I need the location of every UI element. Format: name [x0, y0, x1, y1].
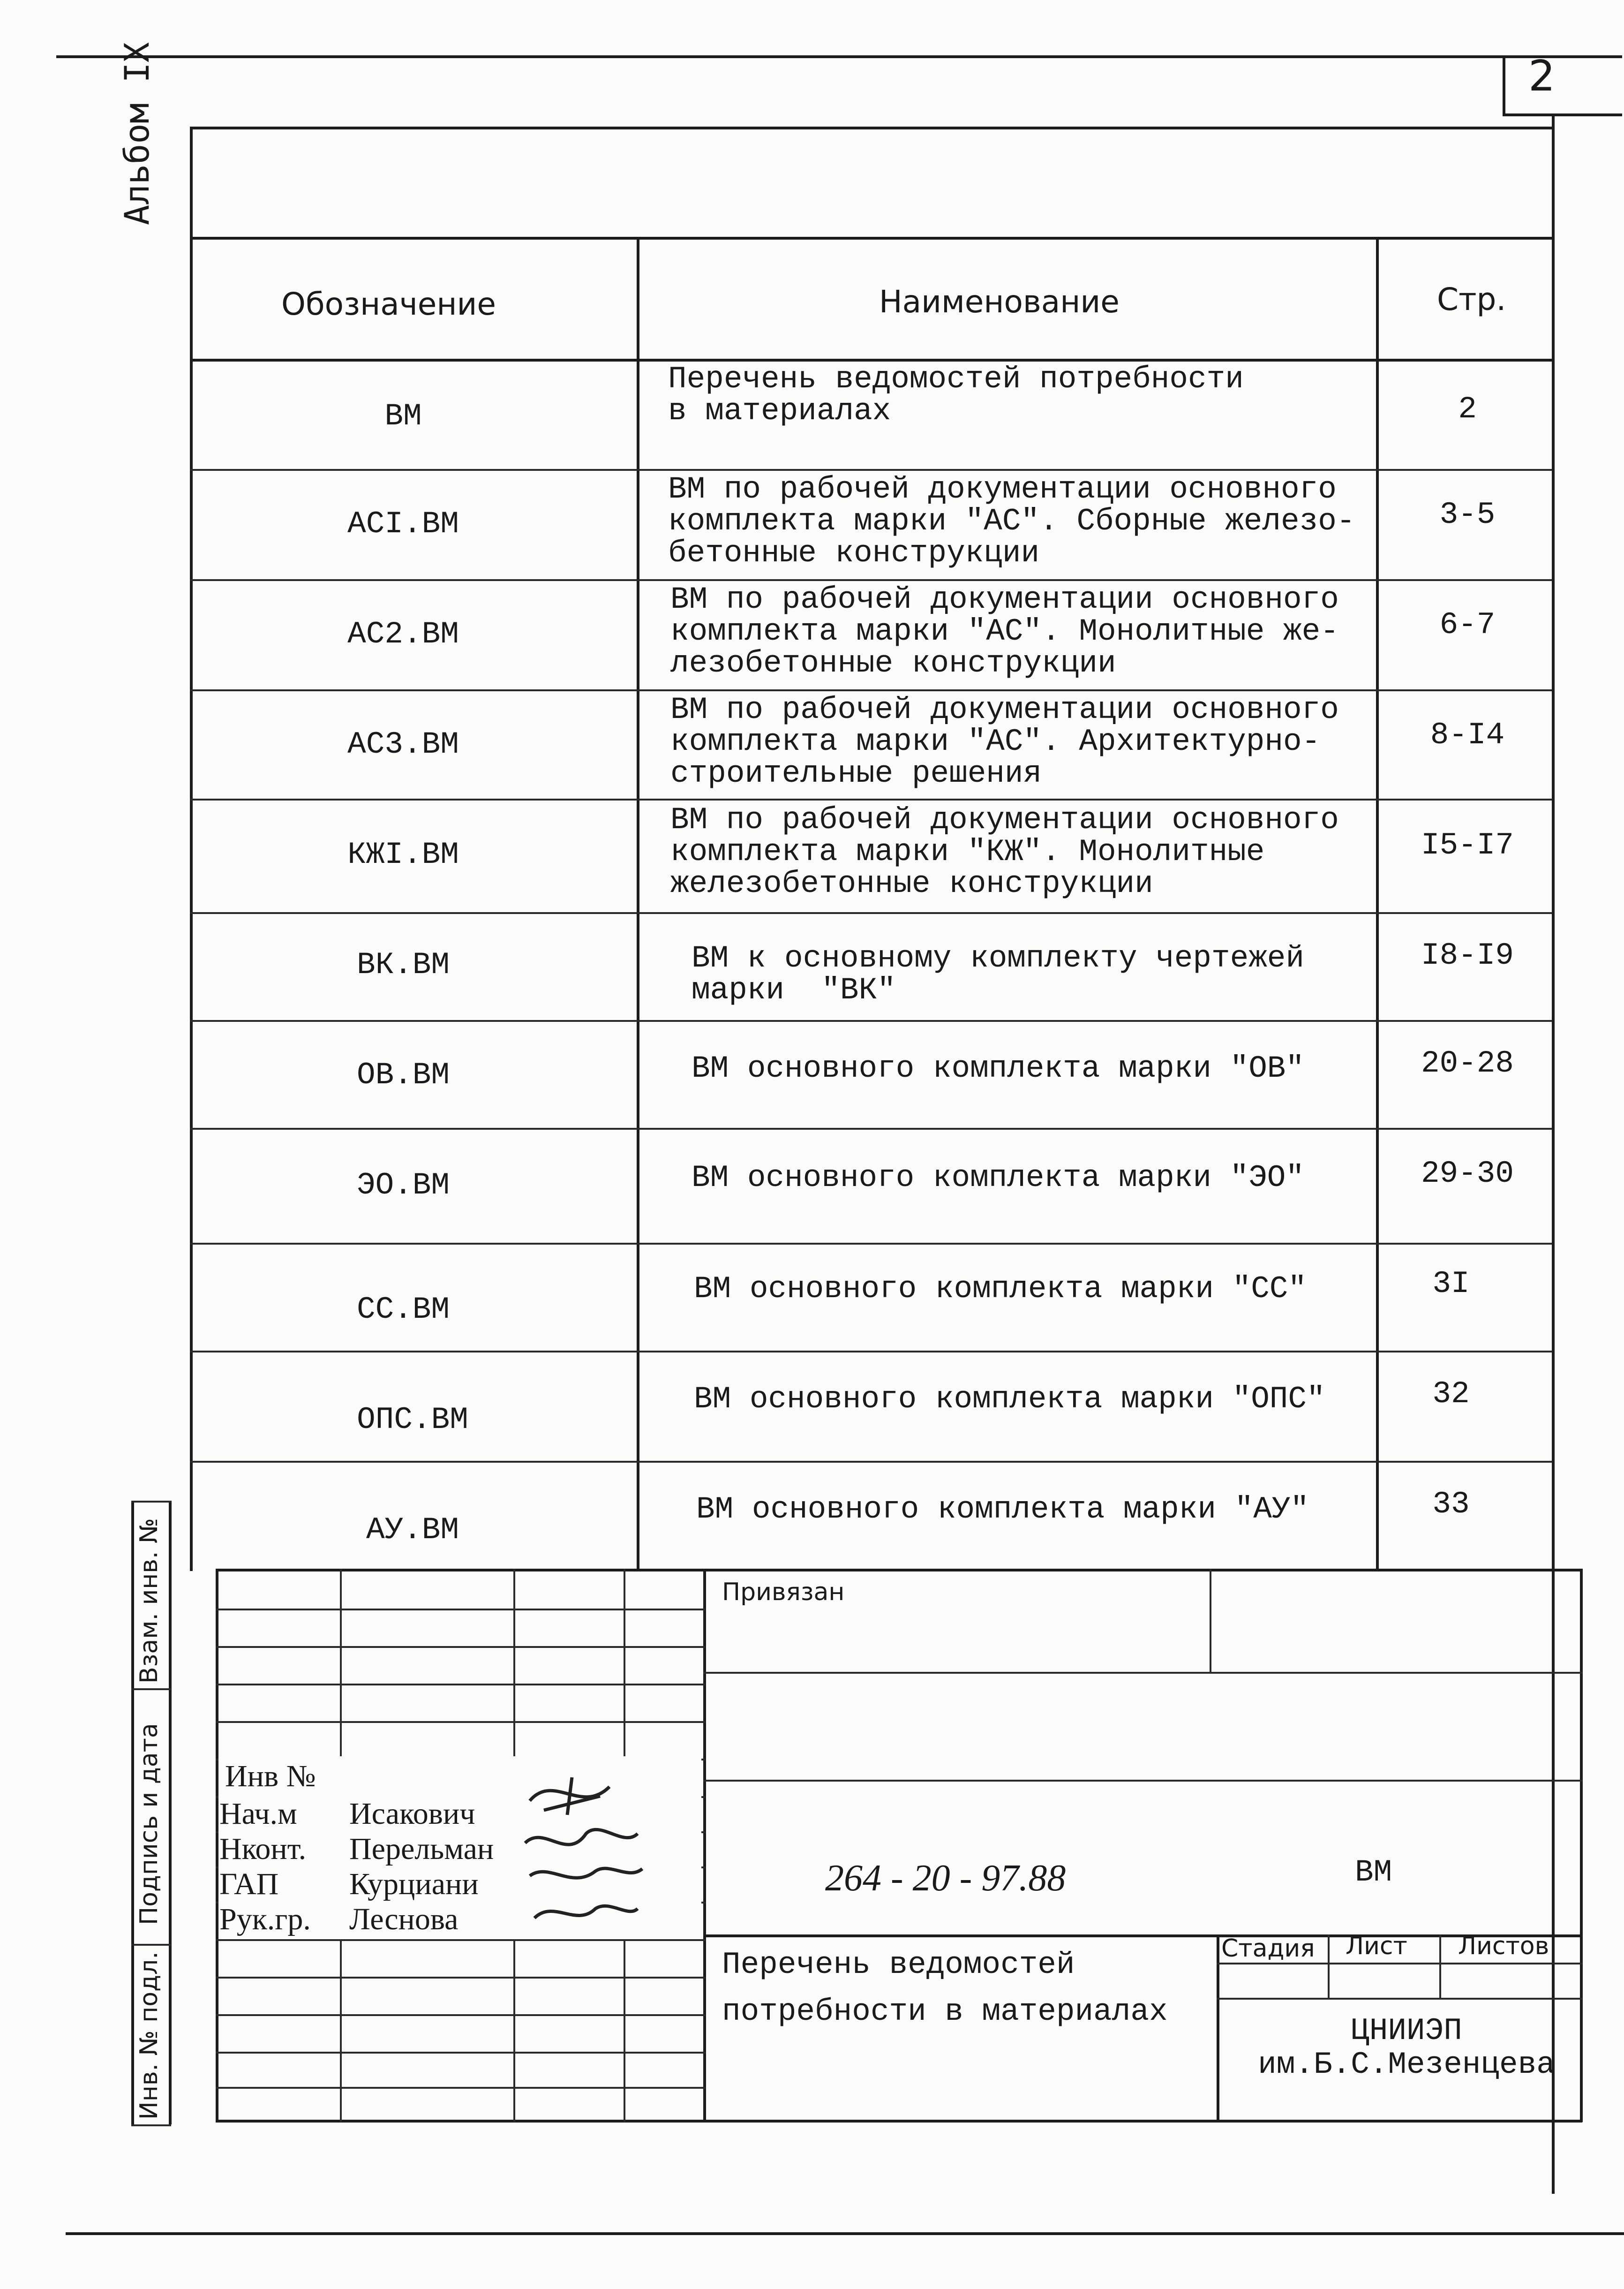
- row-page: 6-7: [1439, 607, 1496, 642]
- grid-row: [216, 1721, 706, 1723]
- side-line: [131, 1688, 171, 1690]
- tb-stage-col: [1328, 1934, 1330, 1998]
- title-block-top: [216, 1569, 1582, 1571]
- row-name: ВМ по рабочей документации основного комплекта марки "КЖ". Монолитные железобетонные конструкции: [670, 802, 1339, 901]
- row-code: АС3.ВМ: [347, 727, 459, 762]
- tb-stage-row: [1217, 1998, 1582, 2000]
- grid-row: [216, 1609, 706, 1610]
- row-sep: [190, 799, 1552, 801]
- title-block-bottom: [216, 2120, 1582, 2123]
- row-name: ВМ основного комплекта марки "АУ": [696, 1492, 1309, 1527]
- row-sep: [190, 579, 1552, 581]
- col-sep-2: [1376, 237, 1379, 1569]
- row-code: СС.ВМ: [356, 1292, 450, 1327]
- side-line: [131, 1501, 171, 1503]
- row-name: Перечень ведомостей потребности в материалах: [668, 362, 1244, 429]
- row-code: АУ.ВМ: [366, 1512, 459, 1548]
- side-label-podpis: Подпись и дата: [135, 1723, 163, 1925]
- sig-name: Исакович: [349, 1797, 475, 1831]
- row-page: 33: [1432, 1487, 1470, 1522]
- grid-col-main: [703, 1569, 706, 2122]
- sig-name: Курциани: [349, 1867, 479, 1901]
- doc-mark: ВМ: [1355, 1855, 1392, 1890]
- row-page: 29-30: [1421, 1156, 1514, 1191]
- grid-row: [216, 1977, 706, 1979]
- side-strip-right: [169, 1501, 172, 2124]
- inv-no-label: Инв №: [225, 1759, 316, 1793]
- row-sep: [190, 912, 1552, 914]
- header-name: Наименование: [879, 284, 1120, 320]
- header-designation: Обозначение: [281, 286, 496, 322]
- row-code: КЖI.ВМ: [347, 837, 459, 872]
- row-page: 20-28: [1421, 1046, 1514, 1081]
- row-page: 8-I4: [1430, 718, 1505, 753]
- grid-row: [216, 2014, 706, 2016]
- stage-label: Стадия: [1221, 1934, 1315, 1963]
- grid-row: [216, 2087, 706, 2089]
- row-page: 3I: [1432, 1266, 1470, 1301]
- grid-row: [216, 1684, 706, 1685]
- row-sep: [190, 1461, 1552, 1463]
- side-label-inv-podl: Инв. № подл.: [135, 1951, 163, 2120]
- row-page: 32: [1432, 1376, 1470, 1412]
- page-num-box-bottom: [1503, 113, 1622, 116]
- row-code: ВК.ВМ: [356, 947, 450, 982]
- sig-role: Нач.м: [219, 1797, 297, 1831]
- sig-role: Рук.гр.: [219, 1902, 311, 1936]
- row-sep: [190, 1351, 1552, 1352]
- bottom-border: [66, 2232, 1624, 2235]
- row-sep: [190, 689, 1552, 691]
- row-page: I8-I9: [1421, 938, 1514, 973]
- row-code: ОПС.ВМ: [357, 1402, 468, 1437]
- row-name: ВМ по рабочей документации основного комплекта марки "АС". Архитектурно- строительные решения: [670, 692, 1339, 791]
- sig-name: Леснова: [349, 1902, 459, 1936]
- row-sep: [190, 1128, 1552, 1130]
- row-name: ВМ основного комплекта марки "ОВ": [692, 1051, 1305, 1086]
- sig-name: Перельман: [349, 1832, 494, 1866]
- row-name: ВМ к основному комплекту чертежей марки "ВК": [692, 941, 1305, 1008]
- tb-row: [703, 1780, 1582, 1782]
- header-top-line: [190, 237, 1552, 240]
- side-strip-left: [131, 1501, 134, 2124]
- header-page: Стр.: [1437, 281, 1506, 317]
- col-sep-1: [637, 237, 639, 1569]
- grid-row: [216, 1646, 706, 1648]
- doc-title: Перечень ведомостей потребности в материалах: [722, 1947, 1168, 2029]
- tb-stage-row: [1217, 1963, 1582, 1964]
- title-block-right: [1580, 1569, 1583, 2122]
- side-label-vzam: Взам. инв. №: [135, 1518, 163, 1684]
- sheets-label: Листов: [1458, 1932, 1549, 1960]
- row-code: АС2.ВМ: [347, 617, 459, 652]
- sig-role: Нконт.: [219, 1832, 307, 1866]
- row-name: ВМ основного комплекта марки "СС": [694, 1271, 1307, 1307]
- grid-row: [216, 1939, 706, 1941]
- row-code: АСI.ВМ: [347, 506, 459, 542]
- top-border: [56, 55, 1622, 58]
- signature-scribbles: [516, 1768, 656, 1937]
- row-page: 2: [1458, 392, 1477, 427]
- row-code: ЭО.ВМ: [356, 1168, 450, 1203]
- side-line: [131, 1944, 171, 1946]
- row-name: ВМ по рабочей документации основного комплекта марки "АС". Сборные железо- бетонные конструкции: [668, 472, 1355, 571]
- row-page: I5-I7: [1421, 828, 1514, 863]
- row-sep: [190, 469, 1552, 471]
- row-sep: [190, 1243, 1552, 1245]
- row-code: ВМ: [384, 399, 422, 434]
- right-border: [1552, 116, 1555, 2194]
- row-page: 3-5: [1439, 497, 1496, 532]
- album-label: Альбом IX: [117, 42, 157, 225]
- page-number: 2: [1528, 52, 1556, 101]
- row-sep: [190, 1020, 1552, 1022]
- tb-stage-col: [1439, 1934, 1441, 1998]
- tb-col: [1210, 1569, 1211, 1672]
- sheet-label: Лист: [1346, 1932, 1407, 1960]
- grid-row: [216, 2052, 706, 2054]
- row-code: ОВ.ВМ: [356, 1058, 450, 1093]
- doc-code: 264 - 20 - 97.88: [825, 1858, 1066, 1899]
- side-line: [131, 2124, 171, 2126]
- tb-row: [703, 1672, 1582, 1674]
- sig-role: ГАП: [219, 1867, 279, 1901]
- page-num-box-left: [1503, 55, 1505, 116]
- organization: ЦНИИЭП им.Б.С.Мезенцева: [1258, 2013, 1555, 2082]
- row-name: ВМ по рабочей документации основного комплекта марки "АС". Монолитные же- лезобетонные конструкции: [670, 582, 1339, 681]
- row-name: ВМ основного комплекта марки "ЭО": [692, 1160, 1305, 1195]
- table-top: [190, 127, 1552, 129]
- row-name: ВМ основного комплекта марки "ОПС": [694, 1382, 1325, 1417]
- privyazan-label: Привязан: [722, 1578, 845, 1606]
- tb-row-main: [703, 1934, 1582, 1937]
